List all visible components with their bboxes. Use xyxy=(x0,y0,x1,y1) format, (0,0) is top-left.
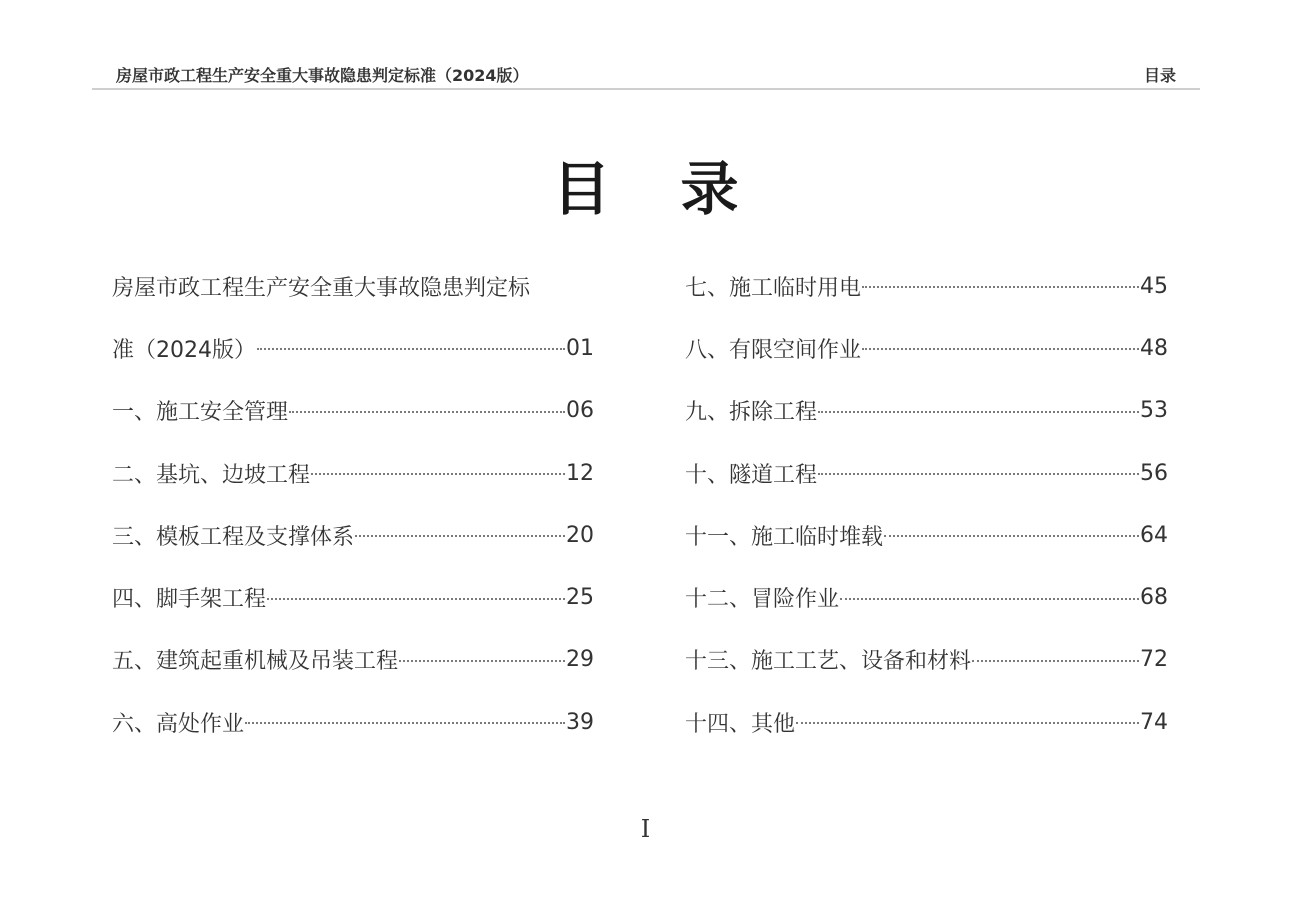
toc-entry-label: 十四、其他 xyxy=(685,711,796,737)
dot-leader xyxy=(862,286,1139,288)
toc-entry-label: 房屋市政工程生产安全重大事故隐患判定标 xyxy=(112,275,531,301)
toc-column-left xyxy=(112,255,594,753)
toc-entry-page: 01 xyxy=(566,335,594,361)
dot-leader xyxy=(972,660,1139,662)
dot-leader xyxy=(311,473,565,475)
toc-heading: 目录 xyxy=(552,155,809,223)
toc-entry[interactable] xyxy=(685,691,1168,753)
dot-leader xyxy=(257,348,565,350)
toc-entry-page: 53 xyxy=(1140,398,1168,424)
dot-leader xyxy=(289,411,565,413)
toc-entry[interactable] xyxy=(685,317,1168,379)
toc-entry[interactable] xyxy=(685,255,1168,317)
toc-entry-label: 准（2024版） xyxy=(112,337,256,363)
toc-entry-label: 十二、冒险作业 xyxy=(685,587,840,613)
toc-entry[interactable] xyxy=(112,442,594,504)
toc-entry-page: 74 xyxy=(1140,709,1168,735)
dot-leader xyxy=(245,722,565,724)
dot-leader xyxy=(355,535,565,537)
toc-entry-label: 三、模板工程及支撑体系 xyxy=(112,524,355,550)
toc-entry[interactable] xyxy=(112,629,594,691)
toc-entry-label: 八、有限空间作业 xyxy=(685,337,862,363)
toc-entry-page: 25 xyxy=(566,585,594,611)
toc-entry-label: 七、施工临时用电 xyxy=(685,275,862,301)
header-section-name: 目录 xyxy=(1143,66,1176,85)
toc-entry[interactable] xyxy=(112,691,594,753)
header-document-title: 房屋市政工程生产安全重大事故隐患判定标准（2024版） xyxy=(116,66,529,85)
toc-entry[interactable] xyxy=(112,255,594,317)
toc-entry-page: 72 xyxy=(1140,647,1168,673)
toc-column-right xyxy=(685,255,1168,753)
toc-entry-page: 39 xyxy=(566,709,594,735)
toc-entry-page: 68 xyxy=(1140,585,1168,611)
toc-entry[interactable] xyxy=(685,442,1168,504)
dot-leader xyxy=(267,598,565,600)
toc-entry-label: 十一、施工临时堆载 xyxy=(685,524,884,550)
toc-entry-label: 一、施工安全管理 xyxy=(112,400,289,426)
toc-entry-page: 12 xyxy=(566,460,594,486)
toc-entry-page: 29 xyxy=(566,647,594,673)
toc-entry-page: 48 xyxy=(1140,335,1168,361)
toc-entry-label: 二、基坑、边坡工程 xyxy=(112,462,311,488)
dot-leader xyxy=(884,535,1139,537)
running-header xyxy=(92,60,1200,90)
toc-entry-label: 十三、施工工艺、设备和材料 xyxy=(685,649,972,675)
dot-leader xyxy=(399,660,565,662)
toc-entry-label: 四、脚手架工程 xyxy=(112,587,267,613)
toc-entry[interactable] xyxy=(112,504,594,566)
toc-entry-page: 20 xyxy=(566,522,594,548)
toc-entry-label: 十、隧道工程 xyxy=(685,462,818,488)
toc-entry[interactable] xyxy=(685,380,1168,442)
toc-entry[interactable] xyxy=(685,504,1168,566)
dot-leader xyxy=(796,722,1139,724)
toc-entry-label: 六、高处作业 xyxy=(112,711,245,737)
toc-entry-label: 九、拆除工程 xyxy=(685,400,818,426)
dot-leader xyxy=(840,598,1139,600)
dot-leader xyxy=(818,473,1139,475)
page-number: I xyxy=(640,815,651,843)
toc-entry-page: 45 xyxy=(1140,273,1168,299)
toc-entry[interactable] xyxy=(112,566,594,628)
toc-entry[interactable] xyxy=(685,629,1168,691)
toc-entry-page: 64 xyxy=(1140,522,1168,548)
toc-entry-page: 56 xyxy=(1140,460,1168,486)
dot-leader xyxy=(818,411,1139,413)
toc-entry-label: 五、建筑起重机械及吊装工程 xyxy=(112,649,399,675)
toc-entry[interactable] xyxy=(112,317,594,379)
toc-entry[interactable] xyxy=(112,380,594,442)
dot-leader xyxy=(862,348,1139,350)
toc-entry-page: 06 xyxy=(566,398,594,424)
toc-entry[interactable] xyxy=(685,566,1168,628)
